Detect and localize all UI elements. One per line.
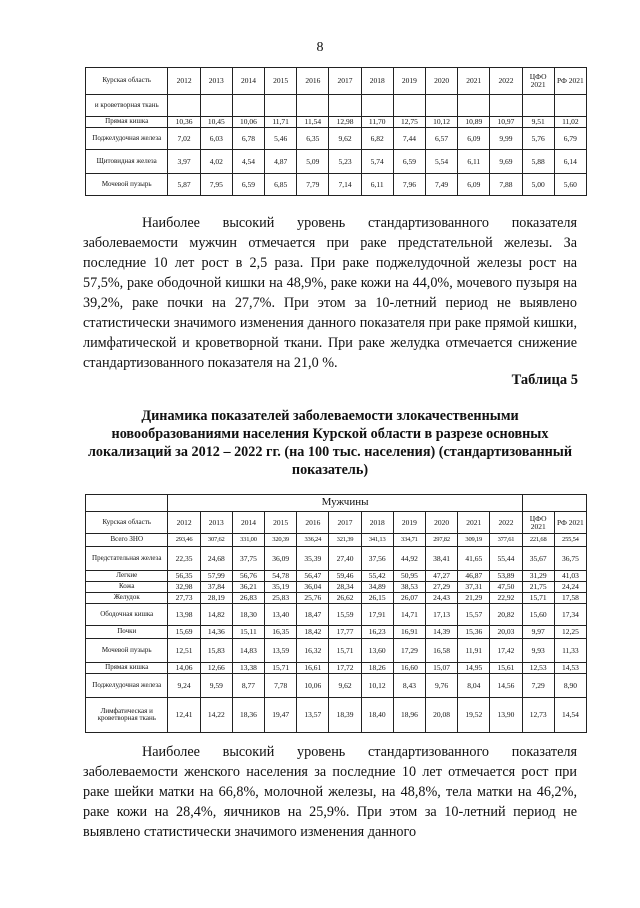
table-cell: 18,39: [329, 698, 361, 733]
table-cell: 18,47: [297, 604, 329, 626]
incidence-table-men: [85, 494, 587, 733]
table-row: [86, 663, 587, 674]
table-cell: 5,54: [425, 150, 457, 174]
table-cell: 14,36: [200, 626, 232, 639]
header-year: 2015: [265, 68, 297, 95]
header-year: 2021: [458, 68, 490, 95]
table-cell: 35,39: [297, 547, 329, 571]
table-cell: 36,21: [232, 582, 264, 593]
table-cell: 5,23: [329, 150, 361, 174]
table-cell: 10,12: [425, 117, 457, 128]
table-cell: 9,62: [329, 674, 361, 698]
table-cell: 17,77: [329, 626, 361, 639]
header-year: 2015: [265, 512, 297, 534]
row-label: Мочевой пузырь: [86, 639, 168, 663]
table-header-row: [86, 68, 587, 95]
table-cell: 6,79: [554, 128, 586, 150]
table-cell: [458, 95, 490, 117]
table-cell: 221,68: [522, 534, 554, 547]
table-cell: 4,02: [200, 150, 232, 174]
table-row: [86, 593, 587, 604]
table-cell: 17,58: [554, 593, 586, 604]
group-header-spacer-right: [522, 495, 586, 512]
table-cell: 5,74: [361, 150, 393, 174]
table-cell: 17,13: [425, 604, 457, 626]
table-cell: 26,07: [393, 593, 425, 604]
table-cell: 11,54: [297, 117, 329, 128]
table-cell: 377,61: [490, 534, 522, 547]
table-cell: 18,42: [297, 626, 329, 639]
table-cell: 47,27: [425, 571, 457, 582]
header-year: 2013: [200, 68, 232, 95]
group-header-men: Мужчины: [168, 495, 522, 512]
row-label: Лимфатическая и кроветворная ткань: [86, 698, 168, 733]
table-cell: 12,53: [522, 663, 554, 674]
header-region-label: Курская область: [86, 68, 168, 95]
table-cell: 12,73: [522, 698, 554, 733]
table-cell: 6,59: [232, 174, 264, 196]
table-cell: 11,71: [265, 117, 297, 128]
table-cell: 16,61: [297, 663, 329, 674]
header-year: ЦФО 2021: [522, 68, 554, 95]
table-cell: 3,97: [168, 150, 200, 174]
table-cell: 15,36: [458, 626, 490, 639]
header-year: 2019: [393, 68, 425, 95]
table-cell: 6,82: [361, 128, 393, 150]
table-cell: 21,29: [458, 593, 490, 604]
table-cell: 24,43: [425, 593, 457, 604]
table-cell: 13,40: [265, 604, 297, 626]
table-cell: 14,56: [490, 674, 522, 698]
page-number: 8: [316, 40, 324, 55]
table-cell: 15,69: [168, 626, 200, 639]
table-row: [86, 117, 587, 128]
table-cell: 25,76: [297, 593, 329, 604]
table-cell: 22,92: [490, 593, 522, 604]
table-cell: [522, 95, 554, 117]
header-year: 2014: [232, 68, 264, 95]
table-cell: 41,65: [458, 547, 490, 571]
table-cell: 26,15: [361, 593, 393, 604]
table-cell: 37,84: [200, 582, 232, 593]
row-label: Поджелудочная железа: [86, 128, 168, 150]
table-cell: 8,43: [393, 674, 425, 698]
group-header-spacer: [86, 495, 168, 512]
table-cell: 10,97: [490, 117, 522, 128]
table-cell: 46,87: [458, 571, 490, 582]
paragraph-women-incidence: Наиболее высокий уровень стандартизованного показателя заболеваемости женского населения за последние 10 лет отмечается рост при раке шейки матки на 66,8%, молочной железы, на 48,8%, тела матки на 46,2%, раке кожи на 28,4%, яичников на 25,9%. При этом за 10-летний период не выявлено статистически значимого изменения данного: [83, 744, 577, 840]
header-year: 2012: [168, 512, 200, 534]
table-cell: 37,56: [361, 547, 393, 571]
table-cell: 13,90: [490, 698, 522, 733]
row-label: Ободочная кишка: [86, 604, 168, 626]
table-cell: 5,00: [522, 174, 554, 196]
table-cell: [425, 95, 457, 117]
table-cell: 9,76: [425, 674, 457, 698]
table-cell: 320,39: [265, 534, 297, 547]
table-cell: 41,03: [554, 571, 586, 582]
table-cell: 24,24: [554, 582, 586, 593]
table-cell: 10,89: [458, 117, 490, 128]
table-cell: 18,30: [232, 604, 264, 626]
table-row: [86, 698, 587, 733]
header-year: 2020: [425, 68, 457, 95]
table-cell: 28,34: [329, 582, 361, 593]
table-cell: 15,57: [458, 604, 490, 626]
table-cell: 27,29: [425, 582, 457, 593]
table-cell: [490, 95, 522, 117]
table-cell: 4,54: [232, 150, 264, 174]
table-cell: 7,96: [393, 174, 425, 196]
table-cell: 334,71: [393, 534, 425, 547]
header-year: 2012: [168, 68, 200, 95]
table-cell: 14,22: [200, 698, 232, 733]
table-body: [86, 95, 587, 196]
table-cell: 36,09: [265, 547, 297, 571]
table-cell: 14,39: [425, 626, 457, 639]
table-cell: 16,91: [393, 626, 425, 639]
table-title: Динамика показателей заболеваемости злокачественными новообразованиями населения Курской области в разрезе основных локализаций за 2012 – 2022 гг. (на 100 тыс. населения) (стандартизованный показатель): [87, 408, 573, 478]
table-cell: 14,06: [168, 663, 200, 674]
table-cell: 17,42: [490, 639, 522, 663]
table-cell: 10,36: [168, 117, 200, 128]
table-cell: 19,52: [458, 698, 490, 733]
table-cell: 20,03: [490, 626, 522, 639]
table-cell: 7,79: [297, 174, 329, 196]
table-cell: 26,83: [232, 593, 264, 604]
table-cell: 12,98: [329, 117, 361, 128]
table-cell: 11,33: [554, 639, 586, 663]
row-label: Прямая кишка: [86, 663, 168, 674]
header-year: 2018: [361, 68, 393, 95]
table-cell: 6,57: [425, 128, 457, 150]
table-cell: 56,47: [297, 571, 329, 582]
table-cell: 7,14: [329, 174, 361, 196]
table-row: [86, 174, 587, 196]
table-cell: 15,71: [265, 663, 297, 674]
table-cell: 9,24: [168, 674, 200, 698]
table-cell: 10,06: [232, 117, 264, 128]
table-cell: 14,83: [232, 639, 264, 663]
table-cell: [265, 95, 297, 117]
table-cell: 307,62: [200, 534, 232, 547]
table-cell: 9,97: [522, 626, 554, 639]
table-cell: 14,54: [554, 698, 586, 733]
table-cell: 15,83: [200, 639, 232, 663]
table-cell: 6,11: [458, 150, 490, 174]
table-cell: 35,67: [522, 547, 554, 571]
table-cell: 44,92: [393, 547, 425, 571]
table-cell: 9,51: [522, 117, 554, 128]
table-cell: 10,12: [361, 674, 393, 698]
table-cell: 20,08: [425, 698, 457, 733]
table-cell: 56,35: [168, 571, 200, 582]
table-cell: 9,62: [329, 128, 361, 150]
table-row: [86, 95, 587, 117]
row-label: Легкие: [86, 571, 168, 582]
table-cell: 26,62: [329, 593, 361, 604]
row-label: Мочевой пузырь: [86, 174, 168, 196]
table-cell: 56,76: [232, 571, 264, 582]
table-cell: 54,78: [265, 571, 297, 582]
table-cell: 19,47: [265, 698, 297, 733]
table-cell: 6,14: [554, 150, 586, 174]
table-cell: 55,44: [490, 547, 522, 571]
table-cell: 7,78: [265, 674, 297, 698]
table-cell: 28,19: [200, 593, 232, 604]
table-cell: 309,19: [458, 534, 490, 547]
table-cell: 10,45: [200, 117, 232, 128]
table-cell: 336,24: [297, 534, 329, 547]
table-cell: 7,29: [522, 674, 554, 698]
table-cell: 15,11: [232, 626, 264, 639]
header-year: 2014: [232, 512, 264, 534]
row-label: Желудок: [86, 593, 168, 604]
table-cell: 36,04: [297, 582, 329, 593]
table-cell: 25,83: [265, 593, 297, 604]
table-cell: 9,59: [200, 674, 232, 698]
header-year: 2019: [393, 512, 425, 534]
table-cell: 13,60: [361, 639, 393, 663]
row-label: Предстательная железа: [86, 547, 168, 571]
table-cell: 50,95: [393, 571, 425, 582]
table-cell: 57,99: [200, 571, 232, 582]
table-cell: 5,87: [168, 174, 200, 196]
table-row: [86, 674, 587, 698]
table-cell: [554, 95, 586, 117]
header-region-label: Курская область: [86, 512, 168, 534]
table-cell: 5,60: [554, 174, 586, 196]
table-cell: 11,91: [458, 639, 490, 663]
table-cell: [297, 95, 329, 117]
table-cell: 6,09: [458, 128, 490, 150]
table-cell: 53,89: [490, 571, 522, 582]
table-cell: 37,31: [458, 582, 490, 593]
header-year: 2022: [490, 68, 522, 95]
table-cell: 15,07: [425, 663, 457, 674]
table-cell: 14,82: [200, 604, 232, 626]
table-cell: 9,69: [490, 150, 522, 174]
table-cell: 13,98: [168, 604, 200, 626]
table-row: [86, 626, 587, 639]
table-cell: 11,02: [554, 117, 586, 128]
table-cell: 17,72: [329, 663, 361, 674]
header-year: РФ 2021: [554, 512, 586, 534]
table-row: [86, 582, 587, 593]
table-cell: 38,53: [393, 582, 425, 593]
table-cell: 27,73: [168, 593, 200, 604]
table-cell: 38,41: [425, 547, 457, 571]
table-cell: 16,23: [361, 626, 393, 639]
header-year: 2013: [200, 512, 232, 534]
table-cell: 12,66: [200, 663, 232, 674]
incidence-table-continued: [85, 67, 587, 196]
table-cell: 13,59: [265, 639, 297, 663]
paragraph-men-incidence: Наиболее высокий уровень стандартизованного показателя заболеваемости мужчин отмечается при раке предстательной железы. За последние 10 лет рост в 2,5 раза. При раке поджелудочной железы рост на 57,5%, раке ободочной кишки на 48,9%, раке кожи на 44,0%, мочевого пузыря на 39,2%, раке почки на 27,7%. При этом за 10-летний период не выявлено статистически значимого изменения данного показателя при раке прямой кишки, лимфатической и кроветворной ткани. При раке желудка отмечается снижение стандартизованного показателя на 21,0 %.: [83, 215, 577, 371]
header-year: 2017: [329, 512, 361, 534]
table-row: [86, 571, 587, 582]
row-label: Всего ЗНО: [86, 534, 168, 547]
table-cell: 321,39: [329, 534, 361, 547]
table-cell: 9,93: [522, 639, 554, 663]
table-cell: 47,50: [490, 582, 522, 593]
table-cell: 15,59: [329, 604, 361, 626]
header-year: 2016: [297, 512, 329, 534]
table-cell: [329, 95, 361, 117]
header-year: 2018: [361, 512, 393, 534]
table-cell: 11,70: [361, 117, 393, 128]
header-year: 2020: [425, 512, 457, 534]
table-cell: 8,90: [554, 674, 586, 698]
table-cell: 22,35: [168, 547, 200, 571]
table-cell: 331,00: [232, 534, 264, 547]
table-cell: 7,02: [168, 128, 200, 150]
row-label: Прямая кишка: [86, 117, 168, 128]
table-cell: 6,85: [265, 174, 297, 196]
table-cell: 13,57: [297, 698, 329, 733]
table-cell: 21,75: [522, 582, 554, 593]
table-cell: 12,41: [168, 698, 200, 733]
header-year: 2022: [490, 512, 522, 534]
table-cell: 341,13: [361, 534, 393, 547]
header-year: РФ 2021: [554, 68, 586, 95]
table-cell: 6,03: [200, 128, 232, 150]
table-cell: 6,09: [458, 174, 490, 196]
table-cell: 17,29: [393, 639, 425, 663]
table-cell: 5,88: [522, 150, 554, 174]
row-label: Кожа: [86, 582, 168, 593]
table-cell: 293,46: [168, 534, 200, 547]
table-cell: 27,40: [329, 547, 361, 571]
table-cell: 8,04: [458, 674, 490, 698]
table-cell: 18,26: [361, 663, 393, 674]
table-cell: 9,99: [490, 128, 522, 150]
table-cell: 34,89: [361, 582, 393, 593]
table-cell: 17,34: [554, 604, 586, 626]
table-cell: 8,77: [232, 674, 264, 698]
table-cell: 7,95: [200, 174, 232, 196]
table-cell: 18,40: [361, 698, 393, 733]
table-cell: 6,78: [232, 128, 264, 150]
table-cell: [361, 95, 393, 117]
table-cell: 5,76: [522, 128, 554, 150]
header-year: 2016: [297, 68, 329, 95]
table-cell: 24,68: [200, 547, 232, 571]
table-cell: [168, 95, 200, 117]
table-cell: 12,51: [168, 639, 200, 663]
table-cell: 6,59: [393, 150, 425, 174]
table-cell: 16,58: [425, 639, 457, 663]
table-cell: 15,60: [522, 604, 554, 626]
table-cell: 5,46: [265, 128, 297, 150]
table-cell: 18,36: [232, 698, 264, 733]
table-cell: 5,09: [297, 150, 329, 174]
table-cell: 14,53: [554, 663, 586, 674]
table-cell: 6,11: [361, 174, 393, 196]
row-label: Почки: [86, 626, 168, 639]
table-cell: 7,44: [393, 128, 425, 150]
table-cell: 12,75: [393, 117, 425, 128]
table-cell: 15,71: [522, 593, 554, 604]
header-year: 2021: [458, 512, 490, 534]
table-header-row: [86, 512, 587, 534]
table-cell: 37,75: [232, 547, 264, 571]
table-cell: 13,38: [232, 663, 264, 674]
table-cell: 7,49: [425, 174, 457, 196]
table-cell: 16,35: [265, 626, 297, 639]
table-row: [86, 534, 587, 547]
table-label: Таблица 5: [511, 372, 578, 388]
table-row: [86, 128, 587, 150]
group-header-row: [86, 495, 587, 512]
table-cell: 15,71: [329, 639, 361, 663]
table-cell: 12,25: [554, 626, 586, 639]
table-cell: [393, 95, 425, 117]
table-cell: 55,42: [361, 571, 393, 582]
table-cell: 6,35: [297, 128, 329, 150]
table-body: [86, 534, 587, 733]
table-row: [86, 547, 587, 571]
table-row: [86, 604, 587, 626]
header-year: 2017: [329, 68, 361, 95]
table-cell: 255,54: [554, 534, 586, 547]
table-cell: 17,91: [361, 604, 393, 626]
table-cell: 7,88: [490, 174, 522, 196]
table-cell: 14,95: [458, 663, 490, 674]
table-cell: 18,96: [393, 698, 425, 733]
table-cell: 15,61: [490, 663, 522, 674]
table-cell: 10,06: [297, 674, 329, 698]
table-cell: [232, 95, 264, 117]
table-cell: 59,46: [329, 571, 361, 582]
row-label: и кроветворная ткань: [86, 95, 168, 117]
table-cell: 14,71: [393, 604, 425, 626]
table-cell: 35,19: [265, 582, 297, 593]
table-cell: 16,60: [393, 663, 425, 674]
table-cell: 16,32: [297, 639, 329, 663]
table-row: [86, 150, 587, 174]
row-label: Щитовидная железа: [86, 150, 168, 174]
table-cell: 32,98: [168, 582, 200, 593]
table-cell: 20,82: [490, 604, 522, 626]
header-year: ЦФО 2021: [522, 512, 554, 534]
table-cell: 31,29: [522, 571, 554, 582]
table-cell: 36,75: [554, 547, 586, 571]
table-cell: 4,87: [265, 150, 297, 174]
table-cell: [200, 95, 232, 117]
row-label: Поджелудочная железа: [86, 674, 168, 698]
table-row: [86, 639, 587, 663]
table-cell: 297,82: [425, 534, 457, 547]
